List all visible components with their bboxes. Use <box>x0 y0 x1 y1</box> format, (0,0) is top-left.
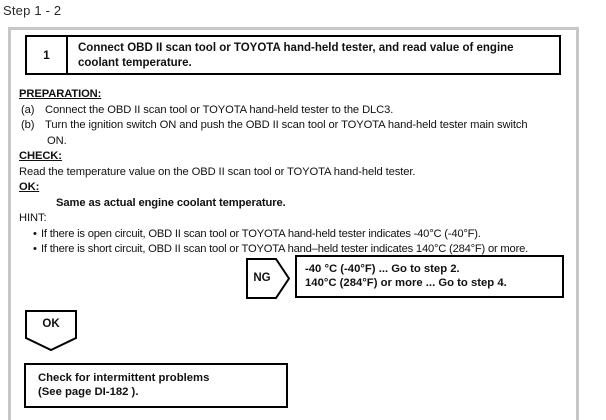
preparation-label: PREPARATION: <box>19 88 102 100</box>
list-text: Turn the ignition switch ON and push the OBD II scan tool or TOYOTA hand-held tester main switch <box>45 119 528 131</box>
ok-result-line: (See page DI-182 ). <box>38 386 139 398</box>
ng-result-line: -40 °C (-40°F) ... Go to step 2. <box>305 263 460 275</box>
content-frame <box>8 27 579 420</box>
ok-label: OK: <box>19 181 40 193</box>
list-marker: (b) <box>21 119 35 131</box>
ok-label: OK <box>42 318 60 330</box>
hint-text: If there is open circuit, OBD II scan tool or TOYOTA hand-held tester indicates -40°C (-40°F). <box>41 227 481 240</box>
hint-item <box>19 227 575 243</box>
hint-label: HINT: <box>19 212 47 224</box>
ng-result-box <box>295 255 564 298</box>
check-label: CHECK: <box>19 150 62 162</box>
ok-result-line: Check for intermittent problems <box>38 372 210 384</box>
ok-result-box <box>24 363 288 408</box>
bullet-icon: • <box>33 227 37 240</box>
ng-label: NG <box>253 272 271 284</box>
hint-text: If there is short circuit, OBD II scan tool or TOYOTA hand–held tester indicates 140°C (284°F) or more. <box>41 243 529 255</box>
ng-pentagon-arrow <box>246 258 290 299</box>
check-text: Read the temperature value on the OBD II scan tool or TOYOTA hand-held tester. <box>19 165 416 178</box>
bullet-icon: • <box>33 243 37 255</box>
ng-result-line: 140°C (284°F) or more ... Go to step 4. <box>305 277 507 289</box>
ok-result-text: Same as actual engine coolant temperature. <box>56 196 286 209</box>
list-text: Connect the OBD II scan tool or TOYOTA hand-held tester to the DLC3. <box>45 103 394 116</box>
ok-pentagon-arrow <box>25 310 77 351</box>
step-instruction: Connect OBD II scan tool or TOYOTA hand-held tester, and read value of engine coolant temperature. <box>78 42 514 69</box>
list-text-continuation: ON. <box>47 134 67 147</box>
list-marker: (a) <box>21 103 35 116</box>
list-item <box>19 103 575 119</box>
page-title: Step 1 - 2 <box>3 3 62 18</box>
step-number: 1 <box>27 37 68 73</box>
list-item <box>19 118 575 134</box>
procedure-text <box>19 87 575 258</box>
step-header-box <box>25 35 561 75</box>
